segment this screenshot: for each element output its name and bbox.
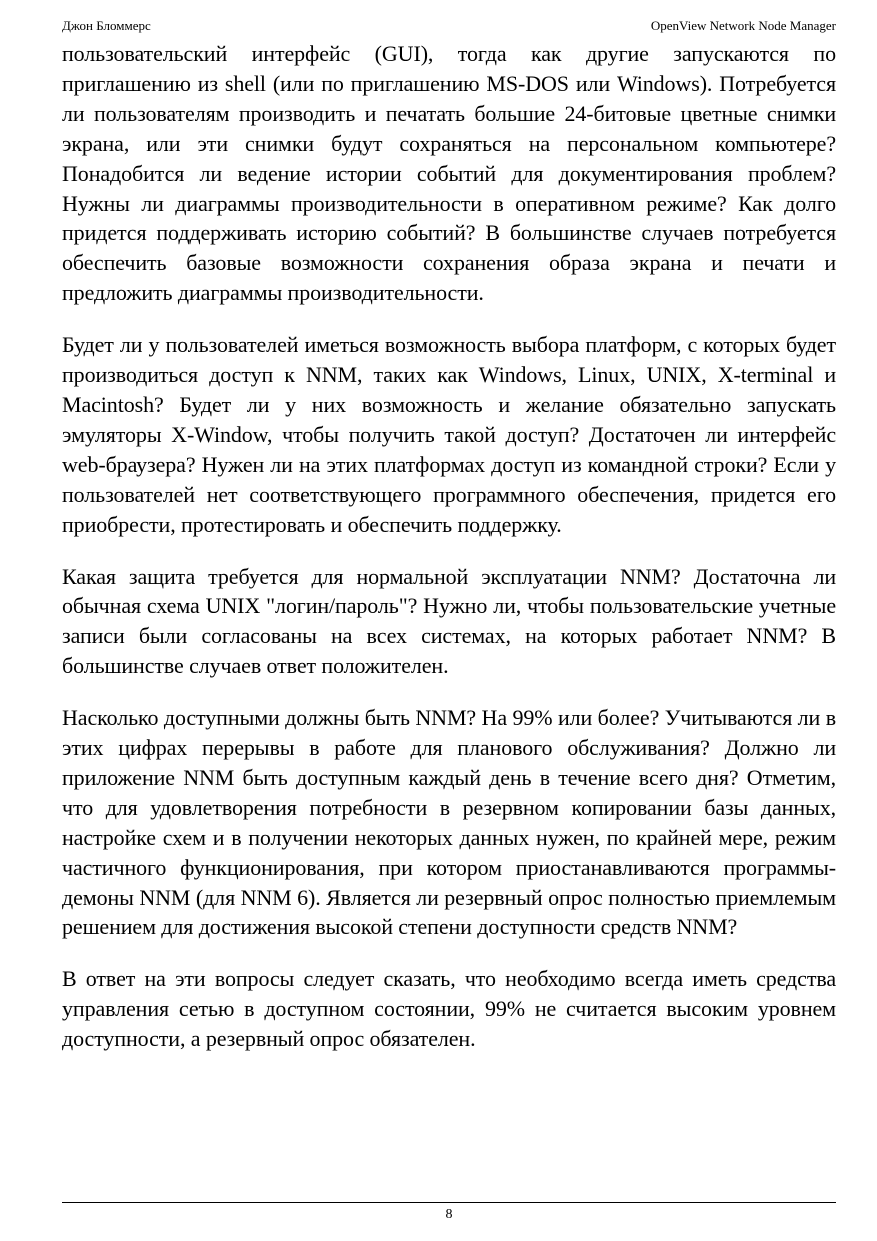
header-book-title: OpenView Network Node Manager — [650, 18, 836, 33]
paragraph: пользовательский интерфейс (GUI), тогда как другие запускаются по приглашению из shell (или по приглашению MS-DOS или Windows). Потребуется ли пользователям производить и печатать большие 24-битовые цветные снимки экрана, или эти снимки будут сохраняться на персональном компьютере? Понадобится ли ведение истории событий для документирования проблем? Нужны ли диаграммы производительности в оперативном режиме? Как долго придется поддерживать историю событий? В большинстве случаев потребуется обеспечить базовые возможности сохранения образа экрана и печати и предложить диаграммы производительности. — [62, 41, 836, 306]
page-number: 8 — [445, 1207, 453, 1222]
paragraph: В ответ на эти вопросы следует сказать, что необходимо всегда иметь средства управления сетью в доступном состоянии, 99% не считается высоким уровнем доступности, а резервный опрос обязателен. — [62, 966, 836, 1052]
paragraph: Какая защита требуется для нормальной эксплуатации NNM? Достаточна ли обычная схема UNIX "логин/пароль"? Нужно ли, чтобы пользовательские учетные записи были согласованы на всех системах, на которых работает NNM? В большинстве случаев ответ положителен. — [62, 563, 836, 679]
header-author: Джон Бломмерс — [62, 18, 151, 33]
paragraph: Насколько доступными должны быть NNM? На 99% или более? Учитываются ли в этих цифрах перерывы в работе для планового обслуживания? Должно ли приложение NNM быть доступным каждый день в течение всего дня? Отметим, что для удовлетворения потребности в резервном копировании базы данных, настройке схем и в получении некоторых данных нужен, по крайней мере, режим частичного функционирования, при котором приостанавливаются программы-демоны NNM (для NNM 6). Является ли резервный опрос полностью приемлемым решением для достижения высокой степени доступности средств NNM? — [62, 705, 836, 940]
paragraph: Будет ли у пользователей иметься возможность выбора платформ, с которых будет производиться доступ к NNM, таких как Windows, Linux, UNIX, X-terminal и Macintosh? Будет ли у них возможность и желание обязательно запускать эмуляторы X-Window, чтобы получить такой доступ? Достаточен ли интерфейс web-браузера? Нужен ли на этих платформах доступ из командной строки? Если у пользователей нет соответствующего программного обеспечения, придется его приобрести, протестировать и обеспечить поддержку. — [62, 332, 836, 537]
document-page — [62, 0, 836, 1241]
page-header — [62, 17, 836, 35]
footer-divider — [62, 1202, 836, 1203]
body-text — [62, 39, 836, 1076]
